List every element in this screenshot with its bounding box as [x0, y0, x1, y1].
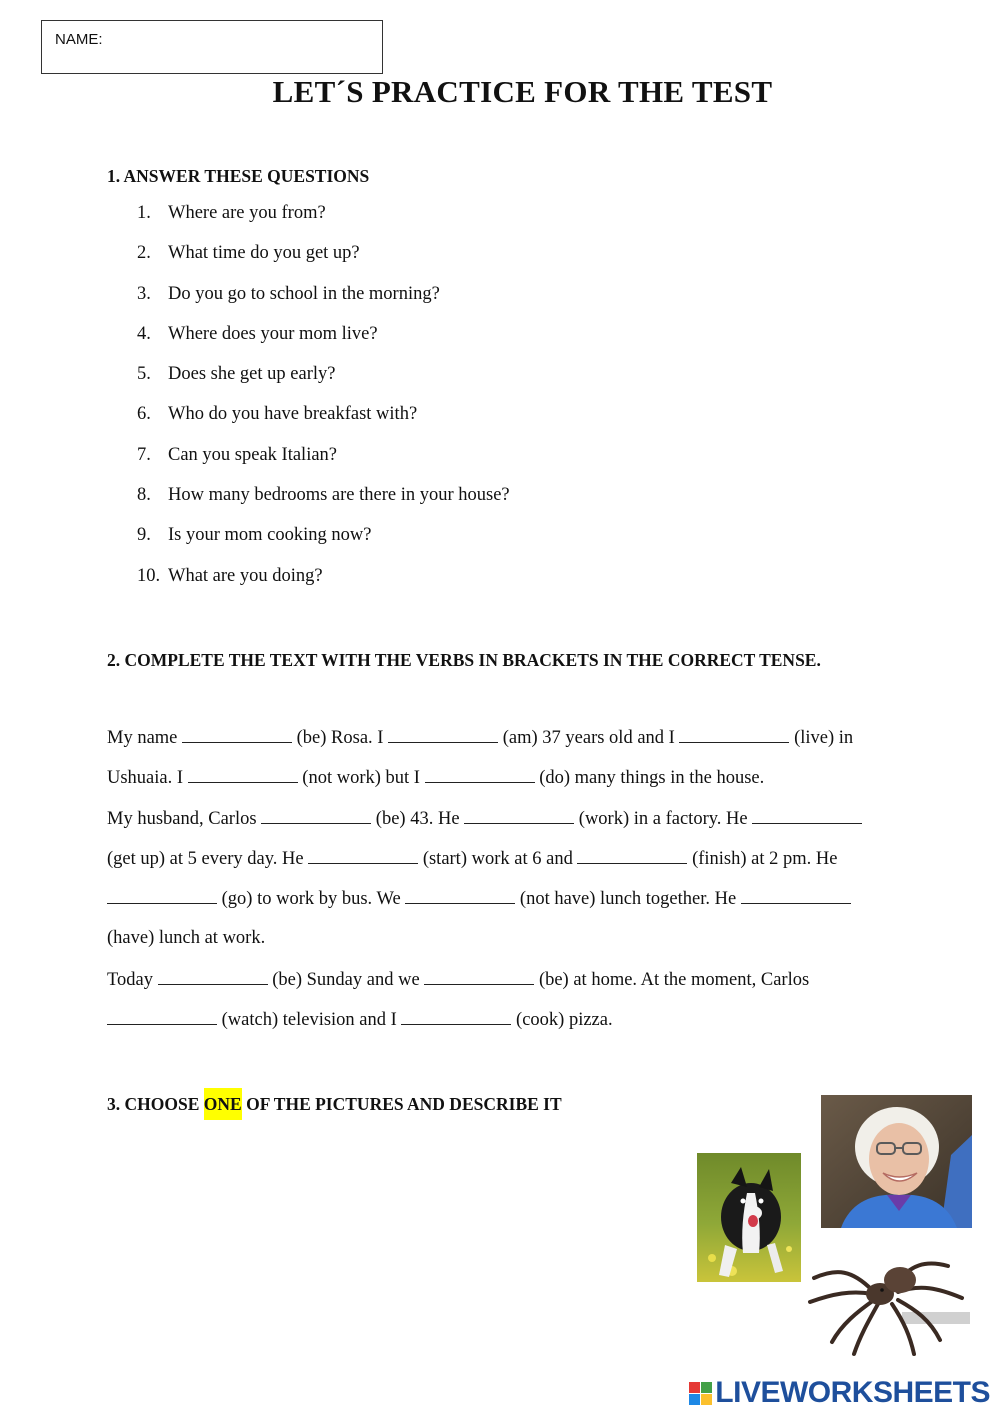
list-item: 6. Who do you have breakfast with? — [137, 404, 418, 425]
cloze-line: (have) lunch at work. — [107, 928, 266, 949]
grandmother-icon — [821, 1095, 972, 1228]
list-item: 2. What time do you get up? — [137, 243, 360, 264]
blank-input[interactable] — [464, 808, 574, 824]
blank-input[interactable] — [261, 808, 371, 824]
list-item: 10. What are you doing? — [137, 565, 323, 586]
logo-text: LIVEWORKSHEETS — [715, 1376, 990, 1409]
blank-input[interactable] — [182, 727, 292, 743]
section2-heading: 2. COMPLETE THE TEXT WITH THE VERBS IN BRACKETS IN THE CORRECT TENSE. — [107, 650, 821, 670]
dog-icon — [697, 1153, 801, 1282]
blank-input[interactable] — [752, 808, 862, 824]
blank-input[interactable] — [308, 848, 418, 864]
cloze-text — [107, 727, 937, 1049]
blank-input[interactable] — [107, 888, 217, 904]
list-item: 4. Where does your mom live? — [137, 323, 378, 344]
list-item: 8. How many bedrooms are there in your house? — [137, 485, 510, 506]
blank-input[interactable] — [741, 888, 851, 904]
list-item: 9. Is your mom cooking now? — [137, 525, 372, 546]
cloze-line: (watch) television and I (cook) pizza. — [107, 1009, 937, 1049]
cloze-line: (get up) at 5 every day. He (start) work at 6 and (finish) at 2 pm. He — [107, 848, 838, 869]
question-list — [137, 203, 510, 606]
section1-heading: 1. ANSWER THESE QUESTIONS — [107, 166, 370, 186]
liveworksheets-logo — [689, 1375, 990, 1411]
spider-photo[interactable] — [802, 1250, 974, 1360]
blank-input[interactable] — [158, 969, 268, 985]
cloze-line: My husband, Carlos (be) 43. He (work) in a factory. He — [107, 808, 937, 848]
cloze-line: My name (be) Rosa. I (am) 37 years old and I (live) in — [107, 728, 854, 748]
blank-input[interactable] — [577, 848, 687, 864]
name-box[interactable] — [41, 20, 383, 74]
blank-input[interactable] — [424, 969, 534, 985]
cloze-line: Today (be) Sunday and we (be) at home. At the moment, Carlos — [107, 969, 810, 990]
list-item: 1. Where are you from? — [137, 203, 326, 223]
section3-heading: 3. CHOOSE ONE OF THE PICTURES AND DESCRIBE IT — [107, 1094, 562, 1115]
page-title: LET´S PRACTICE FOR THE TEST — [272, 74, 773, 109]
list-item: 5. Does she get up early? — [137, 364, 336, 385]
cloze-line: Ushuaia. I (not work) but I (do) many things in the house. — [107, 768, 765, 789]
blank-input[interactable] — [401, 1009, 511, 1025]
list-item: 7. Can you speak Italian? — [137, 444, 338, 465]
blank-input[interactable] — [388, 727, 498, 743]
name-label: NAME: — [55, 31, 103, 48]
dog-photo[interactable] — [697, 1153, 801, 1282]
blank-input[interactable] — [425, 767, 535, 783]
logo-icon — [689, 1382, 712, 1405]
blank-input[interactable] — [188, 767, 298, 783]
blank-input[interactable] — [679, 727, 789, 743]
blank-input[interactable] — [405, 888, 515, 904]
blank-input[interactable] — [107, 1009, 217, 1025]
highlight-one: ONE — [204, 1088, 242, 1120]
grandmother-photo[interactable] — [821, 1095, 972, 1228]
list-item: 3. Do you go to school in the morning? — [137, 283, 440, 304]
spider-icon — [802, 1250, 974, 1360]
cloze-line: (go) to work by bus. We (not have) lunch together. He — [107, 888, 937, 928]
